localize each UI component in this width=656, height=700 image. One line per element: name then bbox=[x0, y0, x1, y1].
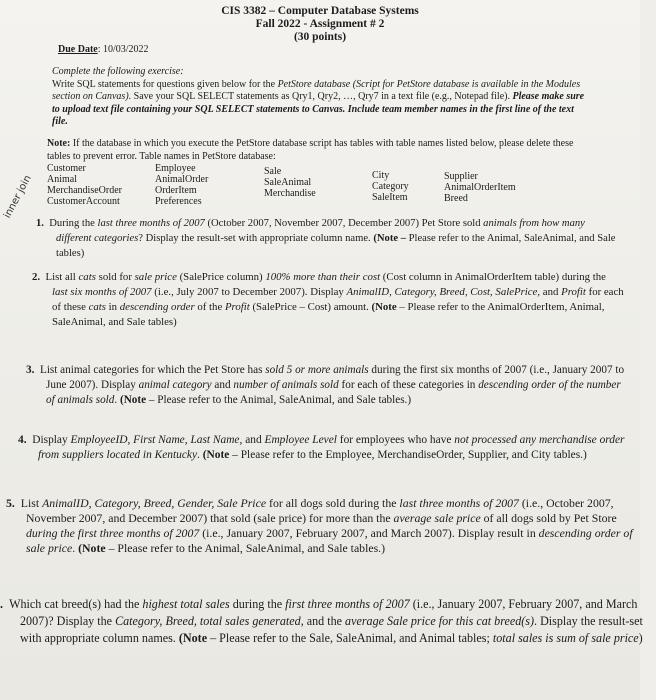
question-text: List all cats sold for sale price (SalePrice column) 100% more than their cost (Cost column in AnimalOrderItem table) during the last six months of 2007 (i.e., July 2007 to December 2007). Display AnimalID, Category, Breed, Cost, SalePrice, and Profit for each of these cats in descending order of the Profit (SalePrice – Cost) amount. (Note – Please refer to the AnimalOrderItem, Animal, SaleAnimal, and Sale tables) bbox=[45, 271, 624, 328]
due-date-value: : 10/03/2022 bbox=[97, 44, 149, 55]
instructions-body-a: Write SQL statements for questions given below for the bbox=[52, 78, 278, 90]
question-text: During the last three months of 2007 (October 2007, November 2007, December 2007) Pet Store sold animals from how many different categories? Display the result-set with appropriate column name. (Note – Please refer to the Animal, SaleAnimal, and Sale tables) bbox=[49, 218, 616, 259]
table-name: SaleItem bbox=[372, 192, 408, 203]
course-title: CIS 3382 – Computer Database Systems bbox=[221, 5, 419, 17]
instructions-body-c: . Save your SQL SELECT statements as Qry1, Qry2, …, Qry7 in a text file (e.g., Notepad file). bbox=[128, 91, 513, 102]
question-5 bbox=[6, 496, 646, 556]
table-name: AnimalOrder bbox=[155, 174, 209, 185]
question-2 bbox=[32, 270, 624, 330]
table-name: Preferences bbox=[155, 196, 202, 207]
question-number: 5. bbox=[6, 496, 15, 510]
note-text: If the database in which you execute the PetStore database script has tables with table names listed below, please delete these tables to prevent error. Table names in PetStore database: bbox=[47, 138, 574, 162]
table-name: CustomerAccount bbox=[47, 196, 120, 207]
points-label: (30 points) bbox=[293, 31, 347, 43]
question-1 bbox=[36, 216, 621, 261]
question-text: Which cat breed(s) had the highest total sales during the first three months of 2007 (i.e., January 2007, February 2007, and March 2007)? Display the Category, Breed, total sales generated, and the average Sale price for this cat breed(s). Display the result-set with appropriate column names. (Note – Please refer to the Sale, SaleAnimal, and Animal tables; total sales is sum of sale price) bbox=[9, 597, 643, 645]
table-name: OrderItem bbox=[155, 185, 197, 196]
table-name: Sale bbox=[264, 166, 282, 177]
table-name: Merchandise bbox=[264, 188, 316, 199]
table-names-col5 bbox=[444, 171, 516, 204]
question-text: List animal categories for which the Pet Store has sold 5 or more animals during the first six months of 2007 (i.e., January 2007 to June 2007). Display animal category and number of animals sold for each of these categories in descending order of the number of animals sold. (Note – Please refer to the Animal, SaleAnimal, and Sale tables.) bbox=[39, 364, 625, 406]
table-name: SaleAnimal bbox=[264, 177, 312, 188]
question-6 bbox=[0, 596, 656, 647]
question-number: 2. bbox=[32, 271, 41, 283]
note bbox=[47, 138, 592, 163]
table-name: Category bbox=[372, 181, 409, 192]
due-date-label: Due Date bbox=[58, 44, 98, 55]
instructions bbox=[52, 66, 592, 129]
question-3 bbox=[26, 363, 628, 408]
table-names-col3 bbox=[264, 166, 316, 199]
table-names-col4 bbox=[372, 170, 409, 203]
question-number: . bbox=[0, 597, 4, 611]
table-name: Animal bbox=[47, 174, 77, 185]
table-name: Breed bbox=[444, 193, 468, 204]
instructions-body-d: Please make sure to upload text file containing your SQL SELECT statements to Canvas. Include team member names in the first line of the text file. bbox=[52, 91, 585, 127]
question-4 bbox=[18, 433, 636, 463]
handwritten-margin-note: inner join bbox=[2, 173, 34, 221]
question-text: List AnimalID, Category, Breed, Gender, Sale Price for all dogs sold during the last three months of 2007 (i.e., October 2007, November 2007, and December 2007) that sold (sale price) for more than the average sale price of all dogs sold by Pet Store during the first three months of 2007 (i.e., January 2007, February 2007, and March 2007). Display result in descending order of sale price. (Note – Please refer to the Animal, SaleAnimal, and Sale tables.) bbox=[20, 496, 633, 555]
table-name: City bbox=[372, 170, 390, 181]
table-name: MerchandiseOrder bbox=[47, 185, 122, 196]
assignment-title: Fall 2022 - Assignment # 2 bbox=[255, 18, 385, 30]
table-names-col2 bbox=[155, 163, 208, 207]
note-label: Note: bbox=[47, 138, 71, 149]
table-name: Supplier bbox=[444, 171, 478, 182]
table-names-col1 bbox=[47, 163, 122, 207]
question-number: 3. bbox=[26, 364, 35, 376]
due-date bbox=[58, 44, 149, 55]
instructions-body-b: PetStore database (Script for PetStore database is available in the Modules section on Canvas) bbox=[52, 78, 581, 102]
table-name: Customer bbox=[47, 163, 86, 174]
question-number: 4. bbox=[18, 434, 27, 446]
question-number: 1. bbox=[36, 218, 44, 229]
instructions-lead: Complete the following exercise: bbox=[52, 66, 184, 77]
table-name: AnimalOrderItem bbox=[444, 182, 516, 193]
question-text: Display EmployeeID, First Name, Last Name, and Employee Level for employees who have not processed any merchandise order from suppliers located in Kentucky. (Note – Please refer to the Employee, MerchandiseOrder, Supplier, and City tables.) bbox=[32, 434, 625, 461]
table-name: Employee bbox=[155, 163, 196, 174]
